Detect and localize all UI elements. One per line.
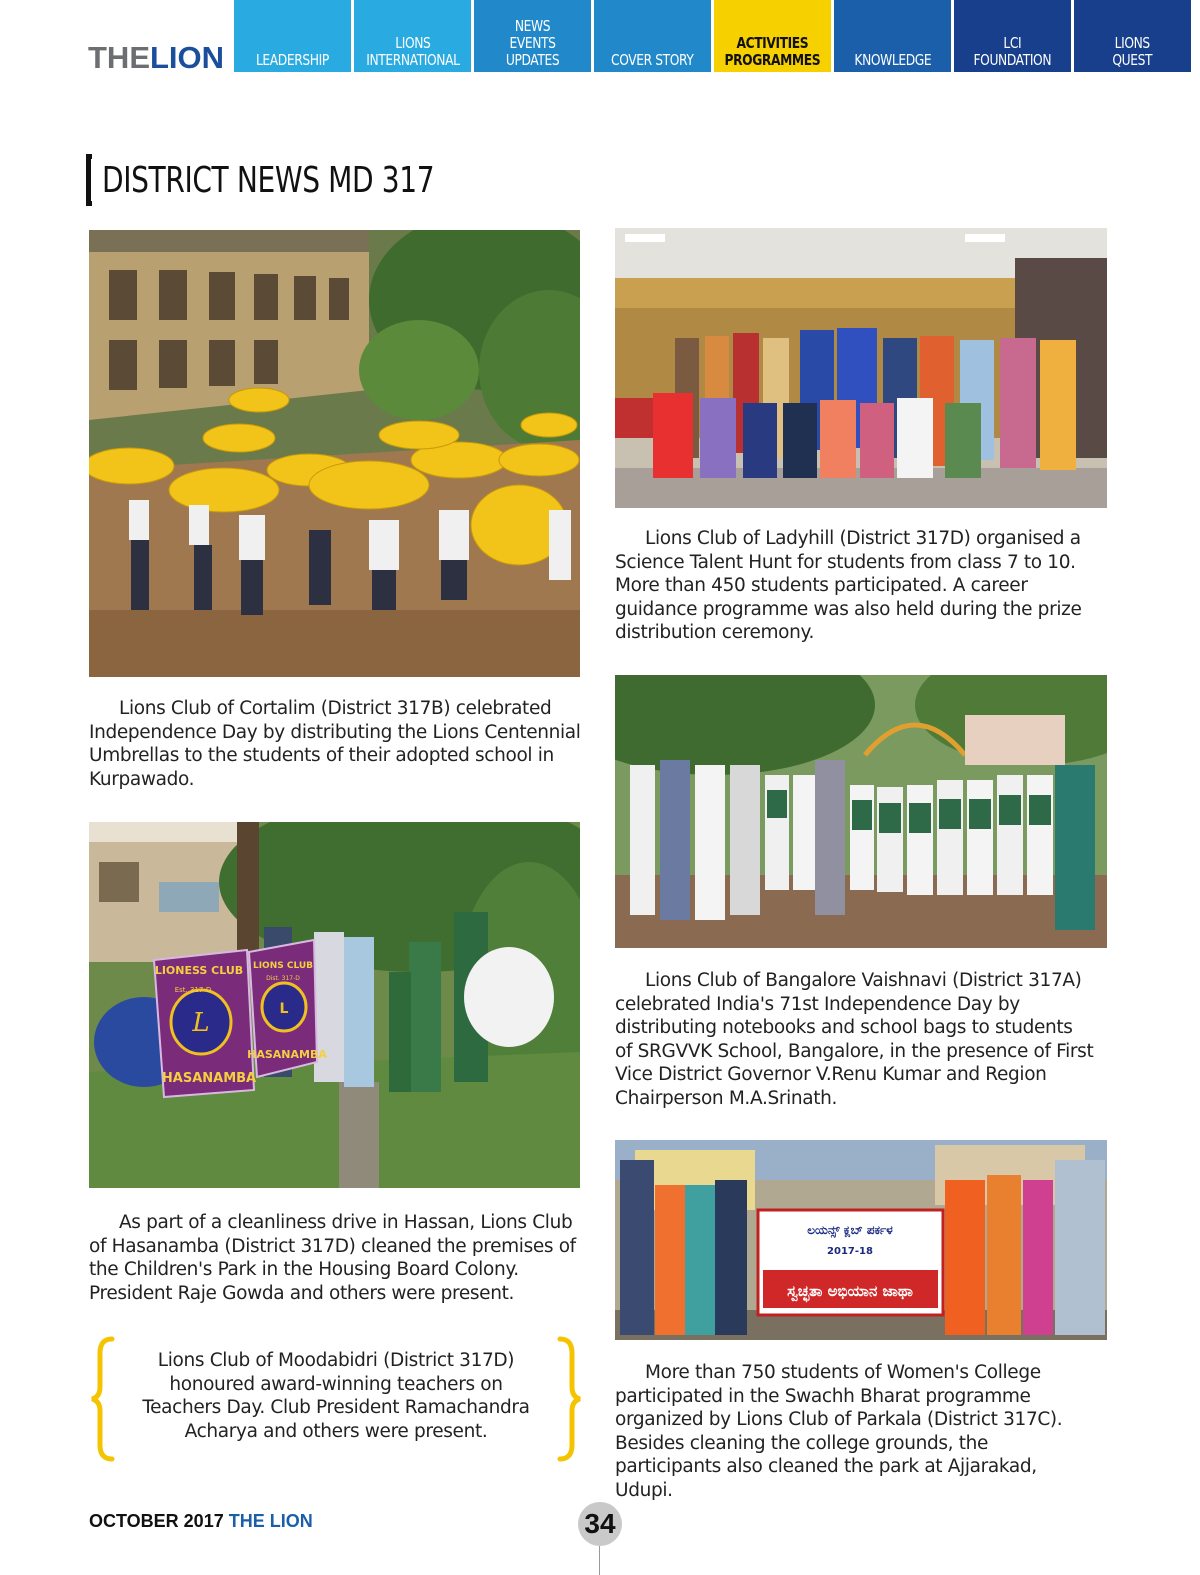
banner-lions-name-text: HASANAMBA (247, 1048, 327, 1061)
section-heading (86, 152, 528, 208)
caption-parkala: More than 750 students of Women's College participated in the Swachh Bharat programme organized by Lions Club of Parkala (District 317C). Besides cleaning the college grounds, the participants also cleaned the park at Ajjarakad, Udupi. (615, 1362, 1063, 1501)
page-divider-line (599, 1546, 600, 1575)
right-brace-icon (556, 1335, 582, 1463)
tab-cover-story[interactable]: COVER STORY (594, 0, 711, 72)
magazine-logo[interactable] (88, 42, 224, 73)
caption-ladyhill: Lions Club of Ladyhill (District 317D) organised a Science Talent Hunt for students from class 7 to 10. More than 450 students participated. A career guidance programme was also held during the prize distribution ceremony. (615, 528, 1082, 644)
caption-moodabidri: Lions Club of Moodabidri (District 317D) honoured award-winning teachers on Teachers Day. Club President Ramachandra Acharya and others were present. (142, 1350, 530, 1442)
footer-issue-line (89, 1511, 313, 1532)
caption-hasanamba: As part of a cleanliness drive in Hassan, Lions Club of Hasanamba (District 317D) cleaned the premises of the Children's Park in the Housing Board Colony. President Raje Gowda and others were present. (89, 1212, 576, 1304)
title-bracket (86, 154, 92, 206)
banner-parkala-club-text: ಲಯನ್ಸ್ ಕ್ಲಬ್ ಪರ್ಕಳ (807, 1223, 893, 1237)
tab-knowledge[interactable]: KNOWLEDGE (834, 0, 951, 72)
banner-lioness-club-text: LIONESS CLUB (154, 964, 244, 977)
banner-parkala-slogan-text: ಸ್ವಚ್ಛತಾ ಅಭಿಯಾನ ಜಾಥಾ (787, 1282, 913, 1300)
section-tabs (234, 0, 1194, 72)
logo-lion: LION (150, 40, 225, 75)
tab-lci-foundation[interactable]: LCI FOUNDATION (954, 0, 1071, 72)
photo-vaishnavi-independence-day (615, 675, 1107, 948)
tab-lions-international[interactable]: LIONS INTERNATIONAL (354, 0, 471, 72)
page-title: DISTRICT NEWS MD 317 (102, 159, 435, 201)
photo-ladyhill-talent-hunt (615, 228, 1107, 508)
tab-activities-programmes[interactable]: ACTIVITIES PROGRAMMES (714, 0, 831, 72)
tab-lions-quest[interactable]: LIONS QUEST (1074, 0, 1191, 72)
banner-parkala-year-text: 2017-18 (827, 1246, 873, 1257)
footer-magazine-name: THE LION (228, 1511, 313, 1531)
svg-text:L: L (192, 1008, 210, 1038)
caption-cortalim: Lions Club of Cortalim (District 317B) celebrated Independence Day by distributing the Lions Centennial Umbrellas to the students of their adopted school in Kurpawado. (89, 698, 581, 790)
footer-issue-date: OCTOBER 2017 (89, 1511, 229, 1531)
masthead-bar (0, 0, 1200, 75)
banner-lions-club-text: LIONS CLUB (252, 961, 314, 971)
banner-lions-est-text: Dist. 317-D (266, 975, 300, 982)
logo-the: THE (88, 40, 150, 75)
moodabidri-callout (90, 1335, 582, 1463)
tab-leadership[interactable]: LEADERSHIP (234, 0, 351, 72)
left-brace-icon (90, 1335, 116, 1463)
banner-lioness-est-text: Est. 317-D (174, 986, 212, 994)
photo-hasanamba-cleanliness (89, 822, 580, 1188)
caption-vaishnavi: Lions Club of Bangalore Vaishnavi (District 317A) celebrated India's 71st Independence Day by distributing notebooks and school bags to students of SRGVVK School, Bangalore, in the presence of First Vice District Governor V.Renu Kumar and Region Chairperson M.A.Srinath. (615, 970, 1094, 1109)
banner-lioness-name-text: HASANAMBA (161, 1071, 257, 1086)
svg-text:L: L (279, 1001, 289, 1017)
tab-news-events-updates[interactable]: NEWS EVENTS UPDATES (474, 0, 591, 72)
page-number: 34 (578, 1502, 622, 1546)
photo-parkala-swachh-bharat (615, 1140, 1107, 1340)
photo-cortalim-umbrellas (89, 230, 580, 677)
